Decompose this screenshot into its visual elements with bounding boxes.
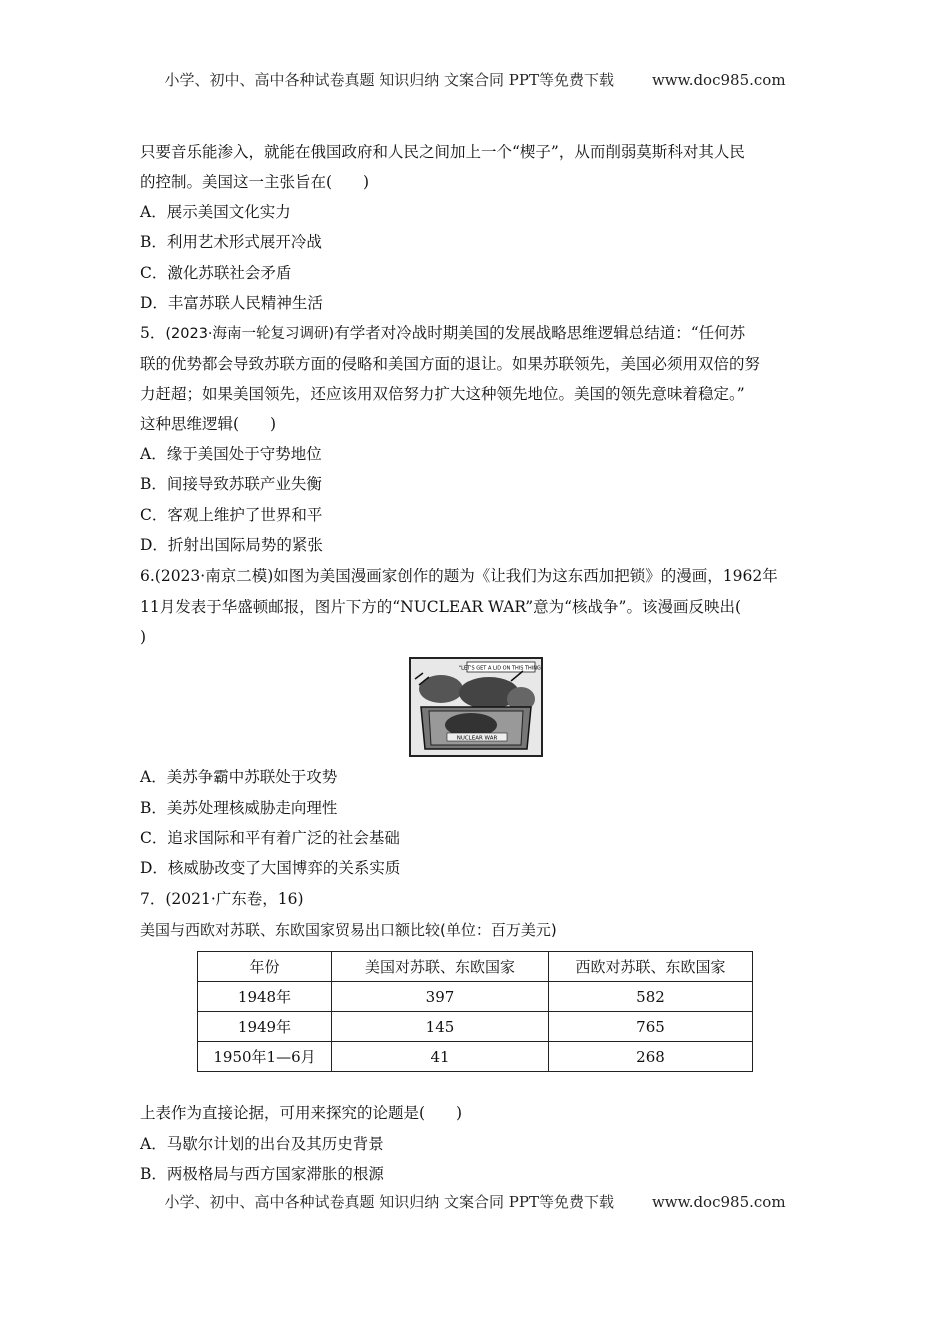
q6-line1: 6.(2023·南京二模)如图为美国漫画家创作的题为《让我们为这东西加把锁》的漫画，1962年 [140, 567, 778, 585]
table-row [198, 1042, 753, 1072]
table-cell: 582 [549, 982, 753, 1012]
q7-option-b: B．两极格局与西方国家滞胀的根源 [140, 1165, 384, 1183]
q7-stem: 上表作为直接论据，可用来探究的论题是( ) [140, 1104, 463, 1122]
q7-table-title: 美国与西欧对苏联、东欧国家贸易出口额比较(单位：百万美元) [140, 921, 557, 939]
q5-option-b: B．间接导致苏联产业失衡 [140, 475, 322, 493]
page-header [0, 69, 950, 90]
q7-option-a: A．马歇尔计划的出台及其历史背景 [140, 1135, 384, 1153]
table-header: 美国对苏联、东欧国家 [332, 952, 549, 982]
footer-text: 小学、初中、高中各种试卷真题 知识归纳 文案合同 PPT等免费下载 [164, 1193, 614, 1211]
header-text: 小学、初中、高中各种试卷真题 知识归纳 文案合同 PPT等免费下载 [164, 71, 614, 89]
cartoon-image [409, 657, 543, 757]
q4-option-c: C．激化苏联社会矛盾 [140, 264, 292, 282]
table-header: 西欧对苏联、东欧国家 [549, 952, 753, 982]
q5-number: 5． [140, 324, 166, 342]
q4-line1: 只要音乐能渗入，就能在俄国政府和人民之间加上一个“楔子”，从而削弱莫斯科对其人民 [140, 143, 745, 161]
q4-option-a: A．展示美国文化实力 [140, 203, 291, 221]
trade-table [197, 951, 753, 1072]
table-cell: 268 [549, 1042, 753, 1072]
table-header-row [198, 952, 753, 982]
q7-line1: 7．(2021·广东卷，16) [140, 890, 304, 908]
q5-option-c: C．客观上维护了世界和平 [140, 506, 323, 524]
page-footer [0, 1191, 950, 1212]
table-row [198, 982, 753, 1012]
q6-option-c: C．追求国际和平有着广泛的社会基础 [140, 829, 400, 847]
table-header: 年份 [198, 952, 332, 982]
header-site[interactable]: www.doc985.com [651, 71, 786, 89]
q6-line3: ) [140, 628, 147, 646]
table-cell: 1949年 [198, 1012, 332, 1042]
q6-option-d: D．核威胁改变了大国博弈的关系实质 [140, 859, 401, 877]
footer-site[interactable]: www.doc985.com [651, 1193, 786, 1211]
cartoon-caption: "LET'S GET A LID ON THIS THING" [458, 665, 541, 672]
q5-text1: 有学者对冷战时期美国的发展战略思维逻辑总结道：“任何苏 [334, 324, 746, 342]
q6-line2: 11月发表于华盛顿邮报，图片下方的“NUCLEAR WAR”意为“核战争”。该漫画反映出( [140, 598, 742, 616]
q5-line4: 这种思维逻辑( ) [140, 415, 277, 433]
q5-option-d: D．折射出国际局势的紧张 [140, 536, 323, 554]
cartoon-label: NUCLEAR WAR [456, 735, 498, 742]
q5-source: (2023·海南一轮复习调研) [165, 326, 335, 342]
table-cell: 1950年1—6月 [198, 1042, 332, 1072]
table-row [198, 1012, 753, 1042]
q5-line3: 力赶超；如果美国领先，还应该用双倍努力扩大这种领先地位。美国的领先意味着稳定。” [140, 385, 745, 403]
q5-option-a: A．缘于美国处于守势地位 [140, 445, 322, 463]
table-cell: 397 [332, 982, 549, 1012]
q5-line1 [140, 322, 820, 346]
cartoon-drawing [411, 659, 541, 755]
table-cell: 41 [332, 1042, 549, 1072]
q6-option-b: B．美苏处理核威胁走向理性 [140, 799, 338, 817]
table-cell: 145 [332, 1012, 549, 1042]
table-cell: 1948年 [198, 982, 332, 1012]
table-cell: 765 [549, 1012, 753, 1042]
q4-option-b: B．利用艺术形式展开冷战 [140, 233, 322, 251]
q4-option-d: D．丰富苏联人民精神生活 [140, 294, 323, 312]
q5-line2: 联的优势都会导致苏联方面的侵略和美国方面的退让。如果苏联领先，美国必须用双倍的努 [140, 355, 761, 373]
q6-option-a: A．美苏争霸中苏联处于攻势 [140, 768, 338, 786]
q4-line2: 的控制。美国这一主张旨在( ) [140, 173, 370, 191]
